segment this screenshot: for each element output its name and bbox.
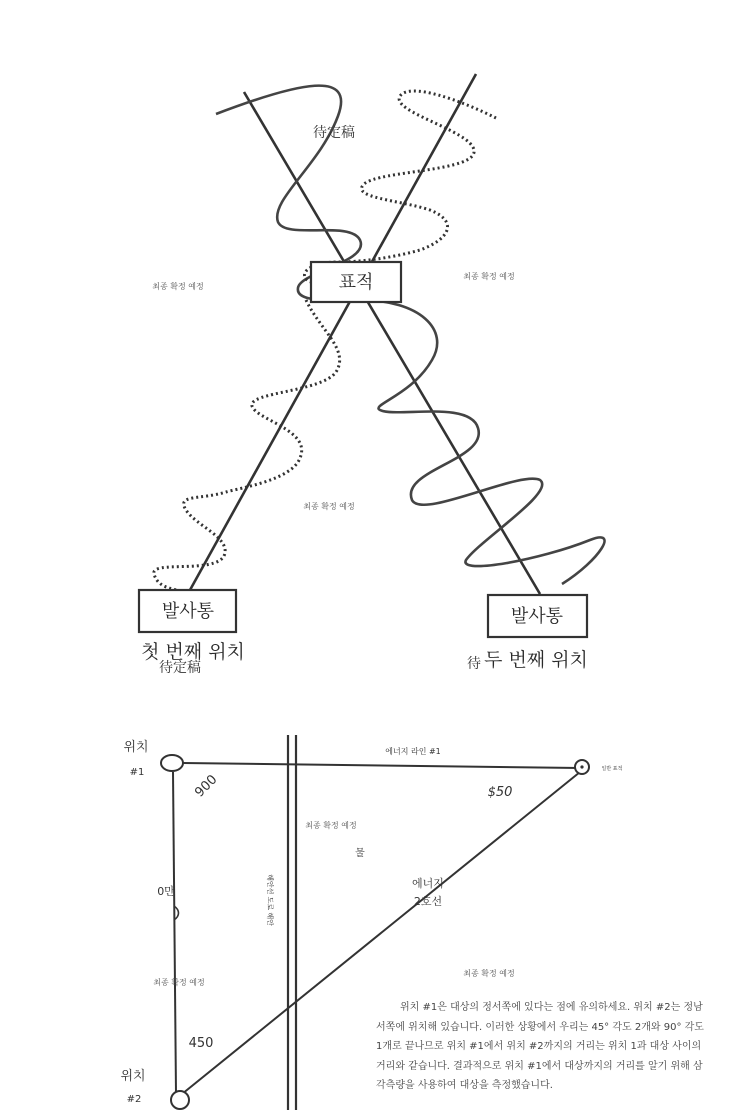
watermark-left-bottom: 待定稿 [159,660,201,676]
position-left-label: 첫 번째 위치 [141,641,245,663]
note-top-left: 최종 확정 예정 [152,282,204,291]
dotted-wave-lower [154,300,340,590]
target-small-label: 일반 표적 [601,766,623,772]
energy-line2-label-a: 에너지 [412,877,444,890]
position1-marker [161,755,183,771]
position-right-label: 두 번째 위치 [484,649,588,671]
watermark-top: 待定稿 [313,125,355,141]
solid-wave-lower [360,300,605,584]
position1-label: 위치 [123,740,149,755]
baseline-vertical [173,772,176,1094]
right-sight-line [244,92,540,594]
left-vertical-mark: 0만 [157,885,175,898]
launcher-right-label: 발사통 [510,606,564,627]
position2-label: 위치 [120,1069,146,1084]
energy-line-1 [183,763,580,768]
distance-50-label: $50 [487,785,513,800]
distance-450-label: 450 [188,1036,214,1051]
note-bottom-left: 최종 확정 예정 [153,978,205,987]
energy-line1-label: 에너지 라인 #1 [385,747,441,756]
target-marker-dot [580,765,583,768]
river-label: 해안선 도로 해안 [266,874,274,926]
position2-marker [171,1091,189,1109]
position1-num: #1 [129,767,145,778]
note-bottom-right: 최종 확정 예정 [463,969,515,978]
distance-900-label: 900 [192,772,221,801]
target-label: 표적 [338,272,374,293]
note-top-center: 최종 확정 예정 [303,502,355,511]
position2-num: #2 [126,1094,142,1105]
watermark-right-bottom: 待 [467,656,481,672]
note-bottom-top: 최종 확정 예정 [305,821,357,830]
launcher-left-label: 발사통 [161,601,215,622]
energy-line2-label-b: 2호선 [413,895,443,908]
explanation-paragraph: 위치 #1은 대상의 정서쪽에 있다는 점에 유의하세요. 위치 #2는 정남서쪽에 위치해 있습니다. 이러한 상황에서 우리는 45° 각도 2개와 90° 각도 1개로 끝나므로 위치 #1에서 위치 #2까지의 거리는 위치 1과 대상 사이의 거리와 같습니다. 결과적으로 위치 #1에서 대상까지의 거리를 알기 위해 삼각측량을 사용하여 대상을 측정했습니다. [376,1002,704,1091]
left-sight-line [190,74,476,590]
note-top-right: 최종 확정 예정 [463,272,515,281]
dotted-wave-upper [305,91,496,282]
water-label: 물 [355,848,365,859]
